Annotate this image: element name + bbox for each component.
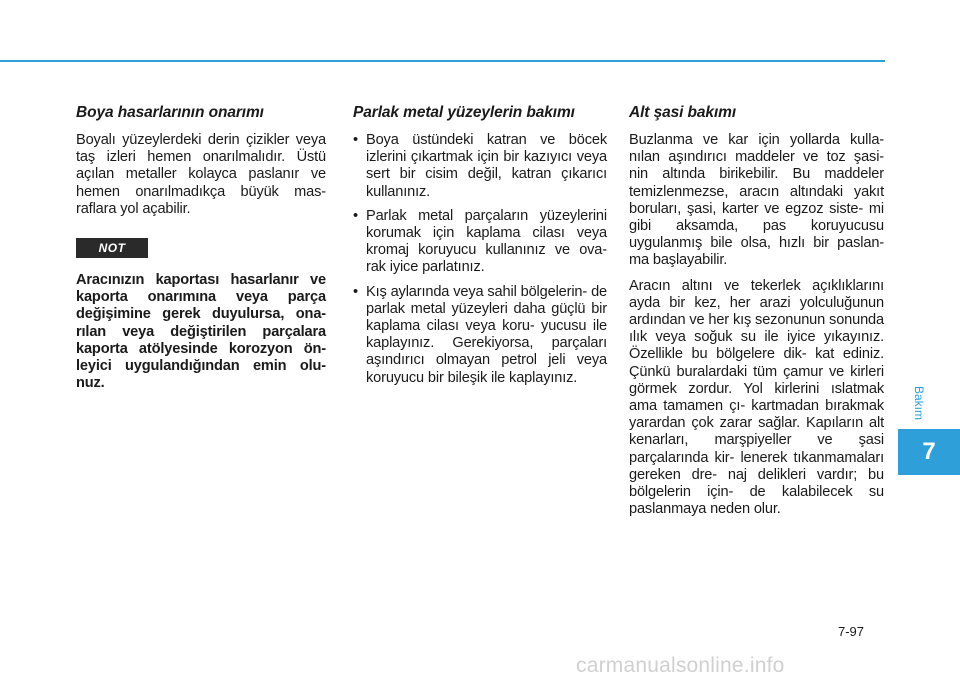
section-side-label-text: Bakım xyxy=(912,385,926,420)
bullet-icon: • xyxy=(353,283,358,300)
list-item-text: Parlak metal parçaların yüzeylerini korumak için kaplama cilası veya kromaj koruyucu kullanınız ve ova- rak iyice parlatınız. xyxy=(366,207,607,276)
section-side-label xyxy=(912,380,926,425)
section-title-bright-metal: Parlak metal yüzeylerin bakımı xyxy=(353,104,575,121)
list-item xyxy=(353,284,607,387)
list-item-text: Boya üstündeki katran ve böcek izlerini çıkartmak için bir kazıyıcı veya sert bir cisim değil, katran çıkarıcı kullanınız. xyxy=(366,132,607,200)
note-badge: NOT xyxy=(76,238,148,258)
section-title-paint-repair: Boya hasarlarının onarımı xyxy=(76,104,264,121)
note-text: Aracınızın kaportası hasarlanır ve kaporta onarımına veya parça değişimine gerek duyulursa, ona- rılan veya değiştirilen parçalara kaporta atölyesinde korozyon ön- leyici uygulandığından emin olu- nuz. xyxy=(76,272,326,392)
column-paint-repair xyxy=(76,104,326,400)
underbody-paragraph-1: Buzlanma ve kar için yollarda kulla- nılan aşındırıcı maddeler ve toz şasi- nin altında birikebilir. Bu maddeler temizlenmezse, aracın altındaki yakıt boruları, şasi, karter ve egzoz siste- mi gibi aksamda, pas koruyucusu uygulanmış bile olsa, hızlı bir paslan- ma başlayabilir. xyxy=(629,132,884,269)
column-bright-metal xyxy=(353,104,607,394)
page-number: 7-97 xyxy=(838,624,865,639)
paint-repair-paragraph: Boyalı yüzeylerdeki derin çizikler veya taş izleri hemen onarılmalıdır. Üstü açılan metaller kolayca paslanır ve hemen onarılmadıkça büyük mas- raflara yol açabilir. xyxy=(76,132,326,217)
bright-metal-list xyxy=(353,132,607,387)
top-rule xyxy=(0,60,885,62)
underbody-paragraph-2: Aracın altını ve tekerlek açıklıklarını ayda bir kez, her arazi yolculuğunun ardından ve her kış sezonunun sonunda ılık veya soğuk su ile iyice yıkayınız. Özellikle bu bölgelere dik- kat ediniz. Çünkü buralardaki tüm çamur ve kirleri görmek zordur. Yol kirlerini ıslatmak ama tamamen çı- kartmadan bırakmak yarardan çok zarar sağlar. Kapıların alt kenarları, marşpiyeller ve şasi parçalarında kir- lenerek tıkanmamaları gereken dre- naj delikleri vardır; bu bölgelerin için- de kalabilecek su paslanmaya neden olur. xyxy=(629,277,884,518)
list-item-text: Kış aylarında veya sahil bölgelerin- de parlak metal yüzeyleri daha güçlü bir kaplama cilası veya koru- yucusu ile kaplayınız. Gerekiyorsa, parçaları aşındırıcı olmayan petrol jeli veya koruyucu bir bileşik ile kaplayınız. xyxy=(366,283,607,386)
list-item xyxy=(353,132,607,201)
watermark: carmanualsonline.info xyxy=(576,654,785,677)
chapter-tab: 7 xyxy=(898,429,960,475)
bullet-icon: • xyxy=(353,132,358,148)
column-underbody xyxy=(629,104,884,526)
section-title-underbody: Alt şasi bakımı xyxy=(629,104,737,121)
bullet-icon: • xyxy=(353,207,358,224)
list-item xyxy=(353,208,607,277)
